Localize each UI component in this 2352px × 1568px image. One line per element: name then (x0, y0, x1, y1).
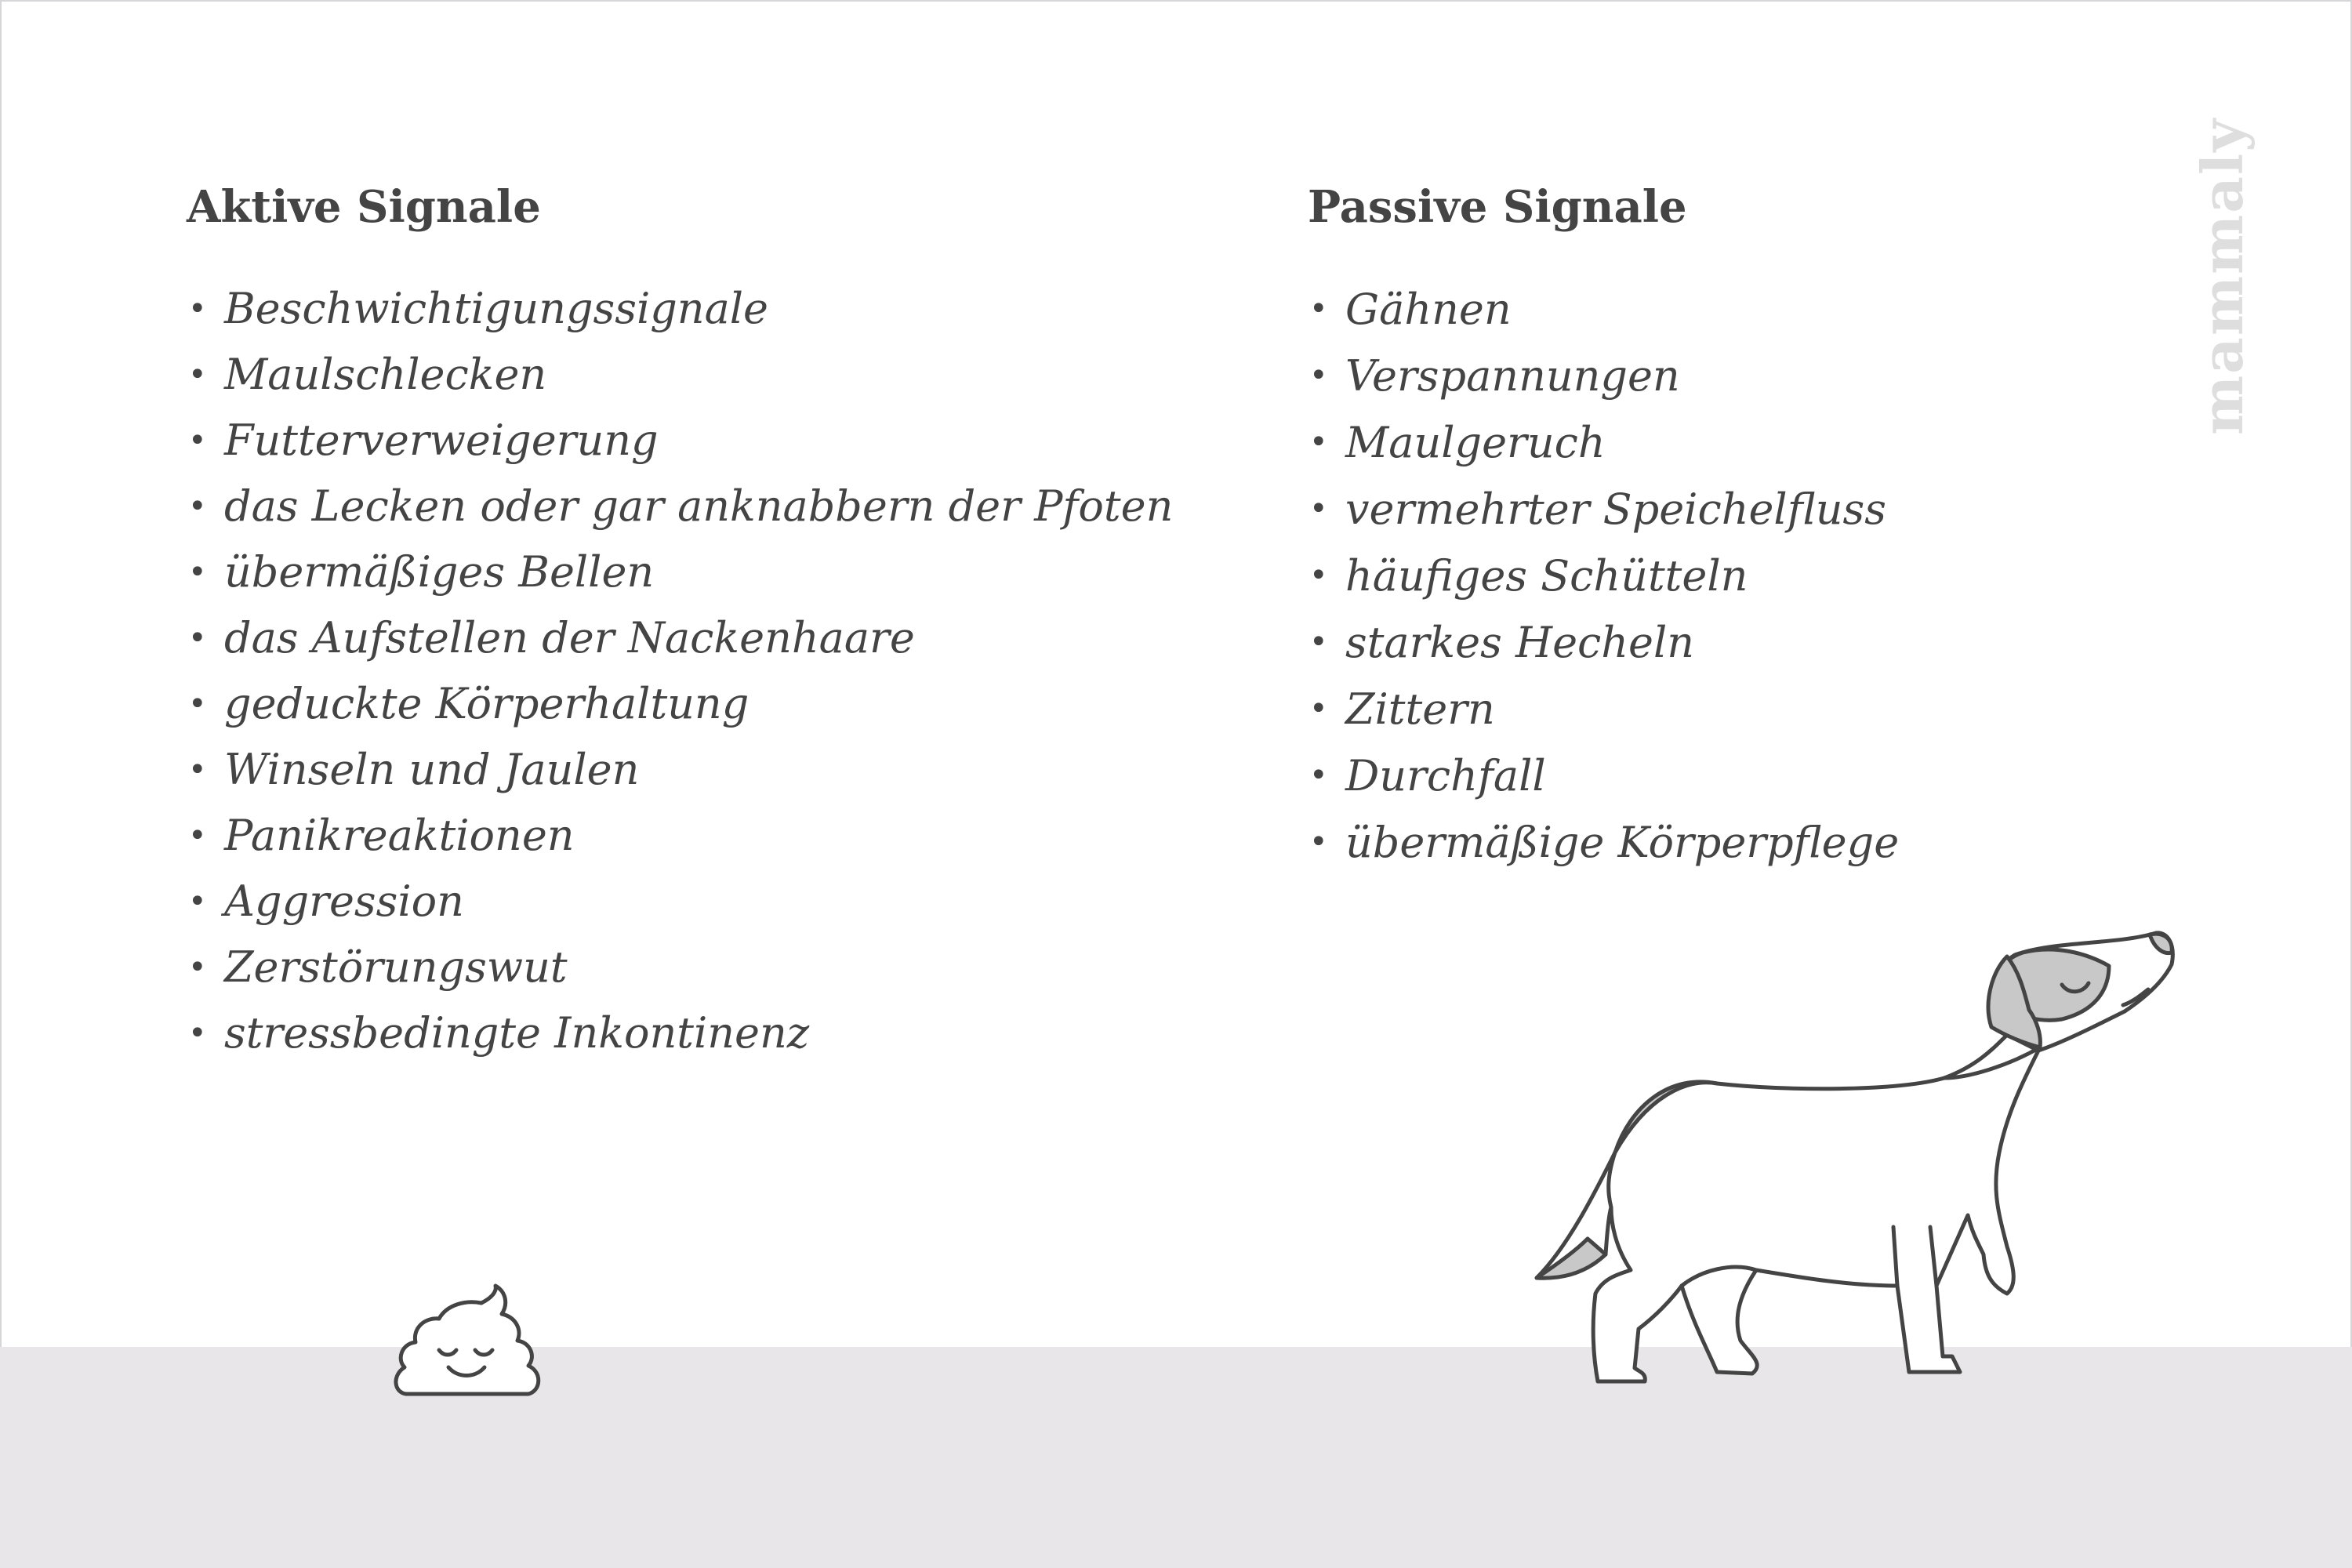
bullet-icon: • (188, 752, 207, 788)
list-item (187, 737, 1221, 803)
bullet-icon: • (188, 357, 207, 393)
bullet-icon: • (188, 949, 207, 985)
poop-outline (396, 1286, 539, 1394)
list-item (187, 276, 1221, 342)
list-item (187, 803, 1221, 869)
list-item (187, 605, 1221, 671)
bullet-icon: • (188, 291, 207, 327)
dog-body (1593, 1035, 2038, 1381)
bullet-icon: • (1309, 757, 1328, 793)
list-item (187, 1000, 1221, 1066)
brand-logo: mammaly (2189, 117, 2256, 435)
active-signals-heading: Aktive Signale (187, 181, 541, 233)
bullet-icon: • (1309, 557, 1328, 593)
passive-signals-heading: Passive Signale (1308, 181, 1687, 233)
bullet-icon: • (1309, 358, 1328, 394)
list-item-text: Maulschlecken (224, 350, 547, 399)
list-item (1308, 409, 2209, 476)
list-item (1308, 609, 2209, 676)
poop-emoji-icon (390, 1283, 544, 1400)
list-item-text: Zittern (1345, 684, 1495, 734)
list-item-text: Aggression (224, 877, 464, 926)
list-item (187, 935, 1221, 1000)
bullet-icon: • (188, 620, 207, 656)
list-item-text: Panikreaktionen (224, 811, 575, 860)
list-item-text: geduckte Körperhaltung (224, 679, 750, 728)
bullet-icon: • (1309, 824, 1328, 860)
list-item (187, 869, 1221, 935)
active-signals-section (187, 179, 1221, 1066)
bullet-icon: • (188, 488, 207, 524)
bullet-icon: • (1309, 424, 1328, 460)
list-item-text: das Lecken oder gar anknabbern der Pfoten (224, 481, 1174, 531)
list-item (1308, 276, 2209, 343)
dog-icon (1458, 917, 2211, 1403)
bullet-icon: • (188, 1015, 207, 1051)
bullet-icon: • (188, 423, 207, 459)
bullet-icon: • (1309, 691, 1328, 727)
bullet-icon: • (188, 554, 207, 590)
list-item-text: stressbedingte Inkontinenz (224, 1008, 810, 1058)
list-item (187, 342, 1221, 408)
list-item (187, 474, 1221, 539)
list-item-text: vermehrter Speichelfluss (1345, 485, 1886, 534)
list-item-text: übermäßiges Bellen (224, 547, 655, 597)
list-item-text: Verspannungen (1345, 351, 1680, 401)
bullet-icon: • (188, 884, 207, 920)
passive-signals-section (1308, 179, 2209, 876)
list-item-text: Durchfall (1345, 751, 1546, 800)
list-item-text: Winseln und Jaulen (224, 745, 640, 794)
bullet-icon: • (1309, 291, 1328, 327)
passive-signals-list (1308, 276, 2209, 876)
list-item (187, 408, 1221, 474)
bullet-icon: • (188, 686, 207, 722)
bullet-icon: • (1309, 491, 1328, 527)
list-item (1308, 543, 2209, 609)
bullet-icon: • (1309, 624, 1328, 660)
list-item (1308, 809, 2209, 876)
list-item-text: Beschwichtigungssignale (224, 284, 769, 333)
list-item-text: übermäßige Körperpflege (1345, 818, 1900, 867)
list-item-text: häufiges Schütteln (1345, 551, 1748, 601)
active-signals-list (187, 276, 1221, 1066)
list-item (1308, 343, 2209, 409)
list-item-text: Zerstörungswut (224, 942, 568, 992)
bullet-icon: • (188, 818, 207, 854)
list-item-text: das Aufstellen der Nackenhaare (224, 613, 915, 662)
list-item-text: Futterverweigerung (224, 416, 659, 465)
list-item (1308, 676, 2209, 742)
list-item (1308, 742, 2209, 809)
list-item (187, 539, 1221, 605)
list-item (1308, 476, 2209, 543)
list-item-text: Gähnen (1345, 285, 1512, 334)
list-item-text: Maulgeruch (1345, 418, 1606, 467)
list-item (187, 671, 1221, 737)
list-item-text: starkes Hecheln (1345, 618, 1695, 667)
